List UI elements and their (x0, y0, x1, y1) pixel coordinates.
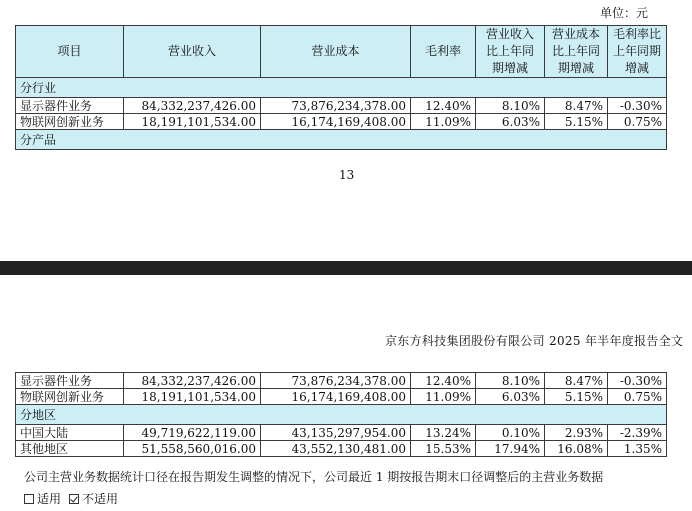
header-item: 项目 (16, 26, 124, 78)
adjustment-note: 公司主营业务数据统计口径在报告期发生调整的情况下，公司最近 1 期按报告期末口径调整后的主营业务数据 (24, 470, 604, 484)
cell-cost: 43,552,130,481.00 (261, 441, 411, 457)
cell-margin: 12.40% (411, 98, 476, 114)
applicability-options (24, 490, 118, 507)
page-number: 13 (339, 168, 355, 182)
page-break-band (0, 261, 692, 275)
cell-revenue-change: 0.10% (476, 425, 545, 441)
table-row (16, 389, 667, 405)
section-label-industry: 分行业 (16, 78, 667, 98)
cell-item: 显示器件业务 (16, 98, 124, 114)
cell-margin-change: -0.30% (608, 373, 667, 389)
cell-margin-change: 0.75% (608, 389, 667, 405)
cell-cost-change: 2.93% (545, 425, 608, 441)
cell-cost: 43,135,297,954.00 (261, 425, 411, 441)
cell-revenue-change: 8.10% (476, 373, 545, 389)
header-cost: 营业成本 (261, 26, 411, 78)
cell-revenue-change: 6.03% (476, 389, 545, 405)
cell-margin-change: 1.35% (608, 441, 667, 457)
cell-item: 物联网创新业务 (16, 389, 124, 405)
bottom-business-table (15, 372, 667, 457)
cell-margin: 11.09% (411, 114, 476, 130)
cell-revenue-change: 17.94% (476, 441, 545, 457)
cell-margin: 12.40% (411, 373, 476, 389)
unit-label: 单位：元 (600, 6, 649, 20)
cell-revenue-change: 6.03% (476, 114, 545, 130)
section-row-product (16, 130, 667, 150)
cell-cost-change: 5.15% (545, 389, 608, 405)
section-row-region (16, 405, 667, 425)
table-row (16, 98, 667, 114)
header-revenue: 营业收入 (124, 26, 261, 78)
cell-cost: 73,876,234,378.00 (261, 98, 411, 114)
cell-cost: 16,174,169,408.00 (261, 114, 411, 130)
cell-margin: 13.24% (411, 425, 476, 441)
running-header: 京东方科技集团股份有限公司 2025 年半年度报告全文 (385, 334, 684, 348)
checkbox-not-applicable[interactable] (69, 494, 79, 504)
header-row (16, 26, 667, 78)
section-label-region: 分地区 (16, 405, 667, 425)
cell-cost-change: 8.47% (545, 373, 608, 389)
cell-revenue: 84,332,237,426.00 (124, 98, 261, 114)
header-margin: 毛利率 (411, 26, 476, 78)
cell-item: 其他地区 (16, 441, 124, 457)
label-applicable: 适用 (37, 492, 62, 506)
cell-cost-change: 16.08% (545, 441, 608, 457)
cell-margin: 15.53% (411, 441, 476, 457)
checkbox-applicable[interactable] (24, 494, 34, 504)
cell-revenue: 18,191,101,534.00 (124, 389, 261, 405)
cell-margin-change: 0.75% (608, 114, 667, 130)
cell-revenue-change: 8.10% (476, 98, 545, 114)
cell-margin-change: -2.39% (608, 425, 667, 441)
cell-item: 中国大陆 (16, 425, 124, 441)
cell-cost-change: 8.47% (545, 98, 608, 114)
table-row (16, 373, 667, 389)
cell-item: 显示器件业务 (16, 373, 124, 389)
cell-margin: 11.09% (411, 389, 476, 405)
section-row-industry (16, 78, 667, 98)
header-cost-change: 营业成本 比上年同 期增减 (545, 26, 608, 78)
cell-revenue: 18,191,101,534.00 (124, 114, 261, 130)
cell-margin-change: -0.30% (608, 98, 667, 114)
header-revenue-change: 营业收入 比上年同 期增减 (476, 26, 545, 78)
cell-cost: 16,174,169,408.00 (261, 389, 411, 405)
cell-cost: 73,876,234,378.00 (261, 373, 411, 389)
table-row (16, 441, 667, 457)
cell-cost-change: 5.15% (545, 114, 608, 130)
cell-item: 物联网创新业务 (16, 114, 124, 130)
table-row (16, 425, 667, 441)
cell-revenue: 51,558,560,016.00 (124, 441, 261, 457)
top-business-table (15, 25, 667, 150)
section-label-product: 分产品 (16, 130, 667, 150)
cell-revenue: 49,719,622,119.00 (124, 425, 261, 441)
label-not-applicable: 不适用 (82, 492, 119, 506)
table-row (16, 114, 667, 130)
header-margin-change: 毛利率比 上年同期 增减 (608, 26, 667, 78)
cell-revenue: 84,332,237,426.00 (124, 373, 261, 389)
